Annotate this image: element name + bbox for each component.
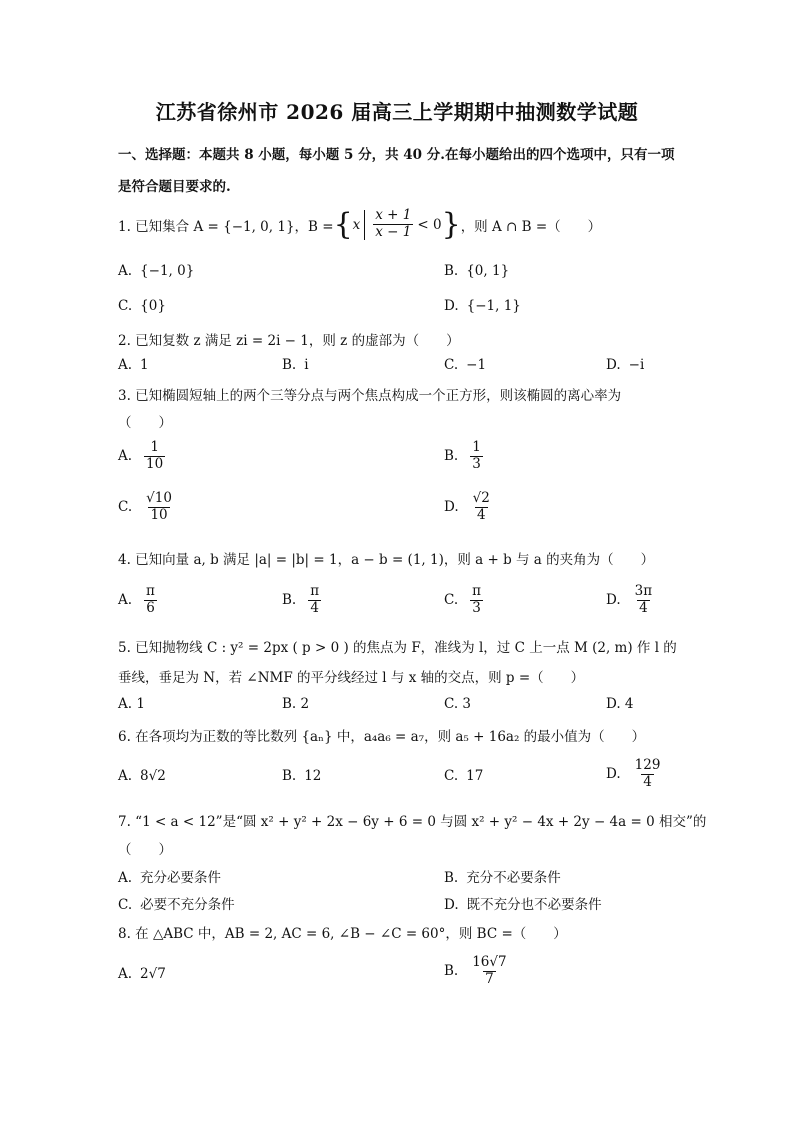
q1-stem: [118, 207, 601, 242]
q5-option-d: D. 4: [606, 696, 634, 712]
q1-stem-a: 1. 已知集合 A = {−1, 0, 1}，B =: [118, 218, 334, 235]
q4-option-d: D. $\frac{3\pi}{4}$: [606, 583, 653, 616]
q3-stem-line1: 3. 已知椭圆短轴上的两个三等分点与两个焦点构成一个正方形，则该椭圆的离心率为: [118, 388, 622, 404]
q2-option-a: A. 1: [118, 357, 149, 373]
q3-option-a: A. $\frac{1}{10}$: [118, 439, 164, 472]
q4-stem: 4. 已知向量 a, b 满足 |a| = |b| = 1，a − b = (1, 1)，则 a + b 与 a 的夹角为（ ）: [118, 552, 655, 568]
q7-stem-line1: 7. “1 < a < 12”是“圆 x² + y² + 2x − 6y + 6 = 0 与圆 x² + y² − 4x + 2y − 4a = 0 相交”的: [118, 814, 707, 830]
q2-stem: 2. 已知复数 z 满足 zi = 2i − 1，则 z 的虚部为（ ）: [118, 333, 460, 349]
q6-option-d: D. $\frac{129}{4}$: [606, 757, 661, 790]
page-title: 江苏省徐州市 2026 届高三上学期期中抽测数学试题: [155, 100, 639, 124]
q1-stem-b: ，则 A ∩ B =（ ）: [460, 218, 602, 235]
q3-option-d: D. $\frac{√2}{4}$: [444, 490, 490, 523]
q4-option-c: C. $\frac{\pi}{3}$: [444, 583, 482, 616]
q7-stem-line2: （ ）: [118, 842, 172, 858]
q4-option-a: A. $\frac{\pi}{6}$: [118, 583, 155, 616]
q1-set-cond: < 0: [417, 216, 442, 233]
q4-option-b: B. $\frac{\pi}{4}$: [282, 583, 320, 616]
q1-option-d: D. {−1, 1}: [444, 298, 521, 314]
q5-stem-line2: 垂线，垂足为 N，若 ∠NMF 的平分线经过 l 与 x 轴的交点，则 p =（ ）: [118, 670, 585, 686]
q7-option-b: B. 充分不必要条件: [444, 870, 561, 886]
section-heading-line2: 是符合题目要求的.: [118, 179, 231, 195]
q6-option-b: B. 12: [282, 768, 322, 784]
q5-option-b: B. 2: [282, 696, 310, 712]
q5-option-a: A. 1: [118, 696, 145, 712]
q6-option-c: C. 17: [444, 768, 484, 784]
q3-option-c: C. $\frac{√10}{10}$: [118, 490, 172, 523]
q2-option-b: B. i: [282, 357, 309, 373]
left-brace: {: [333, 207, 353, 242]
q7-option-d: D. 既不充分也不必要条件: [444, 897, 602, 913]
q3-option-b: B. $\frac{1}{3}$: [444, 439, 481, 472]
q1-option-b: B. {0, 1}: [444, 263, 510, 279]
q8-stem: 8. 在 △ABC 中，AB = 2, AC = 6, ∠B − ∠C = 60°，则 BC =（ ）: [118, 926, 567, 942]
q1-option-a: A. {−1, 0}: [118, 263, 195, 279]
q7-option-c: C. 必要不充分条件: [118, 897, 235, 913]
q1-frac-num: x + 1: [375, 207, 412, 224]
q8-option-b: B. $\frac{16√7}{7}$: [444, 954, 507, 987]
q1-option-c: C. {0}: [118, 298, 166, 314]
q2-option-c: C. −1: [444, 357, 487, 373]
q5-stem-line1: 5. 已知抛物线 C : y² = 2px ( p > 0 ) 的焦点为 F，准线为 l，过 C 上一点 M (2, m) 作 l 的: [118, 640, 677, 656]
set-divider: [364, 210, 365, 240]
q7-option-a: A. 充分必要条件: [118, 870, 222, 886]
q2-option-d: D. −i: [606, 357, 645, 373]
q1-frac-den: x − 1: [375, 224, 412, 240]
q6-option-a: A. 8√2: [118, 768, 166, 784]
right-brace: }: [441, 207, 461, 242]
q6-stem: 6. 在各项均为正数的等比数列 {aₙ} 中，a₄a₆ = a₇，则 a₅ + 16a₂ 的最小值为（ ）: [118, 729, 646, 745]
q5-option-c: C. 3: [444, 696, 472, 712]
q8-option-a: A. 2√7: [118, 966, 166, 982]
q1-set-var: x: [352, 216, 361, 233]
section-heading-line1: 一、选择题：本题共 8 小题，每小题 5 分，共 40 分.在每小题给出的四个选项中，只有一项: [118, 147, 675, 163]
q1-fraction: [373, 208, 413, 240]
q3-stem-line2: （ ）: [118, 415, 172, 431]
